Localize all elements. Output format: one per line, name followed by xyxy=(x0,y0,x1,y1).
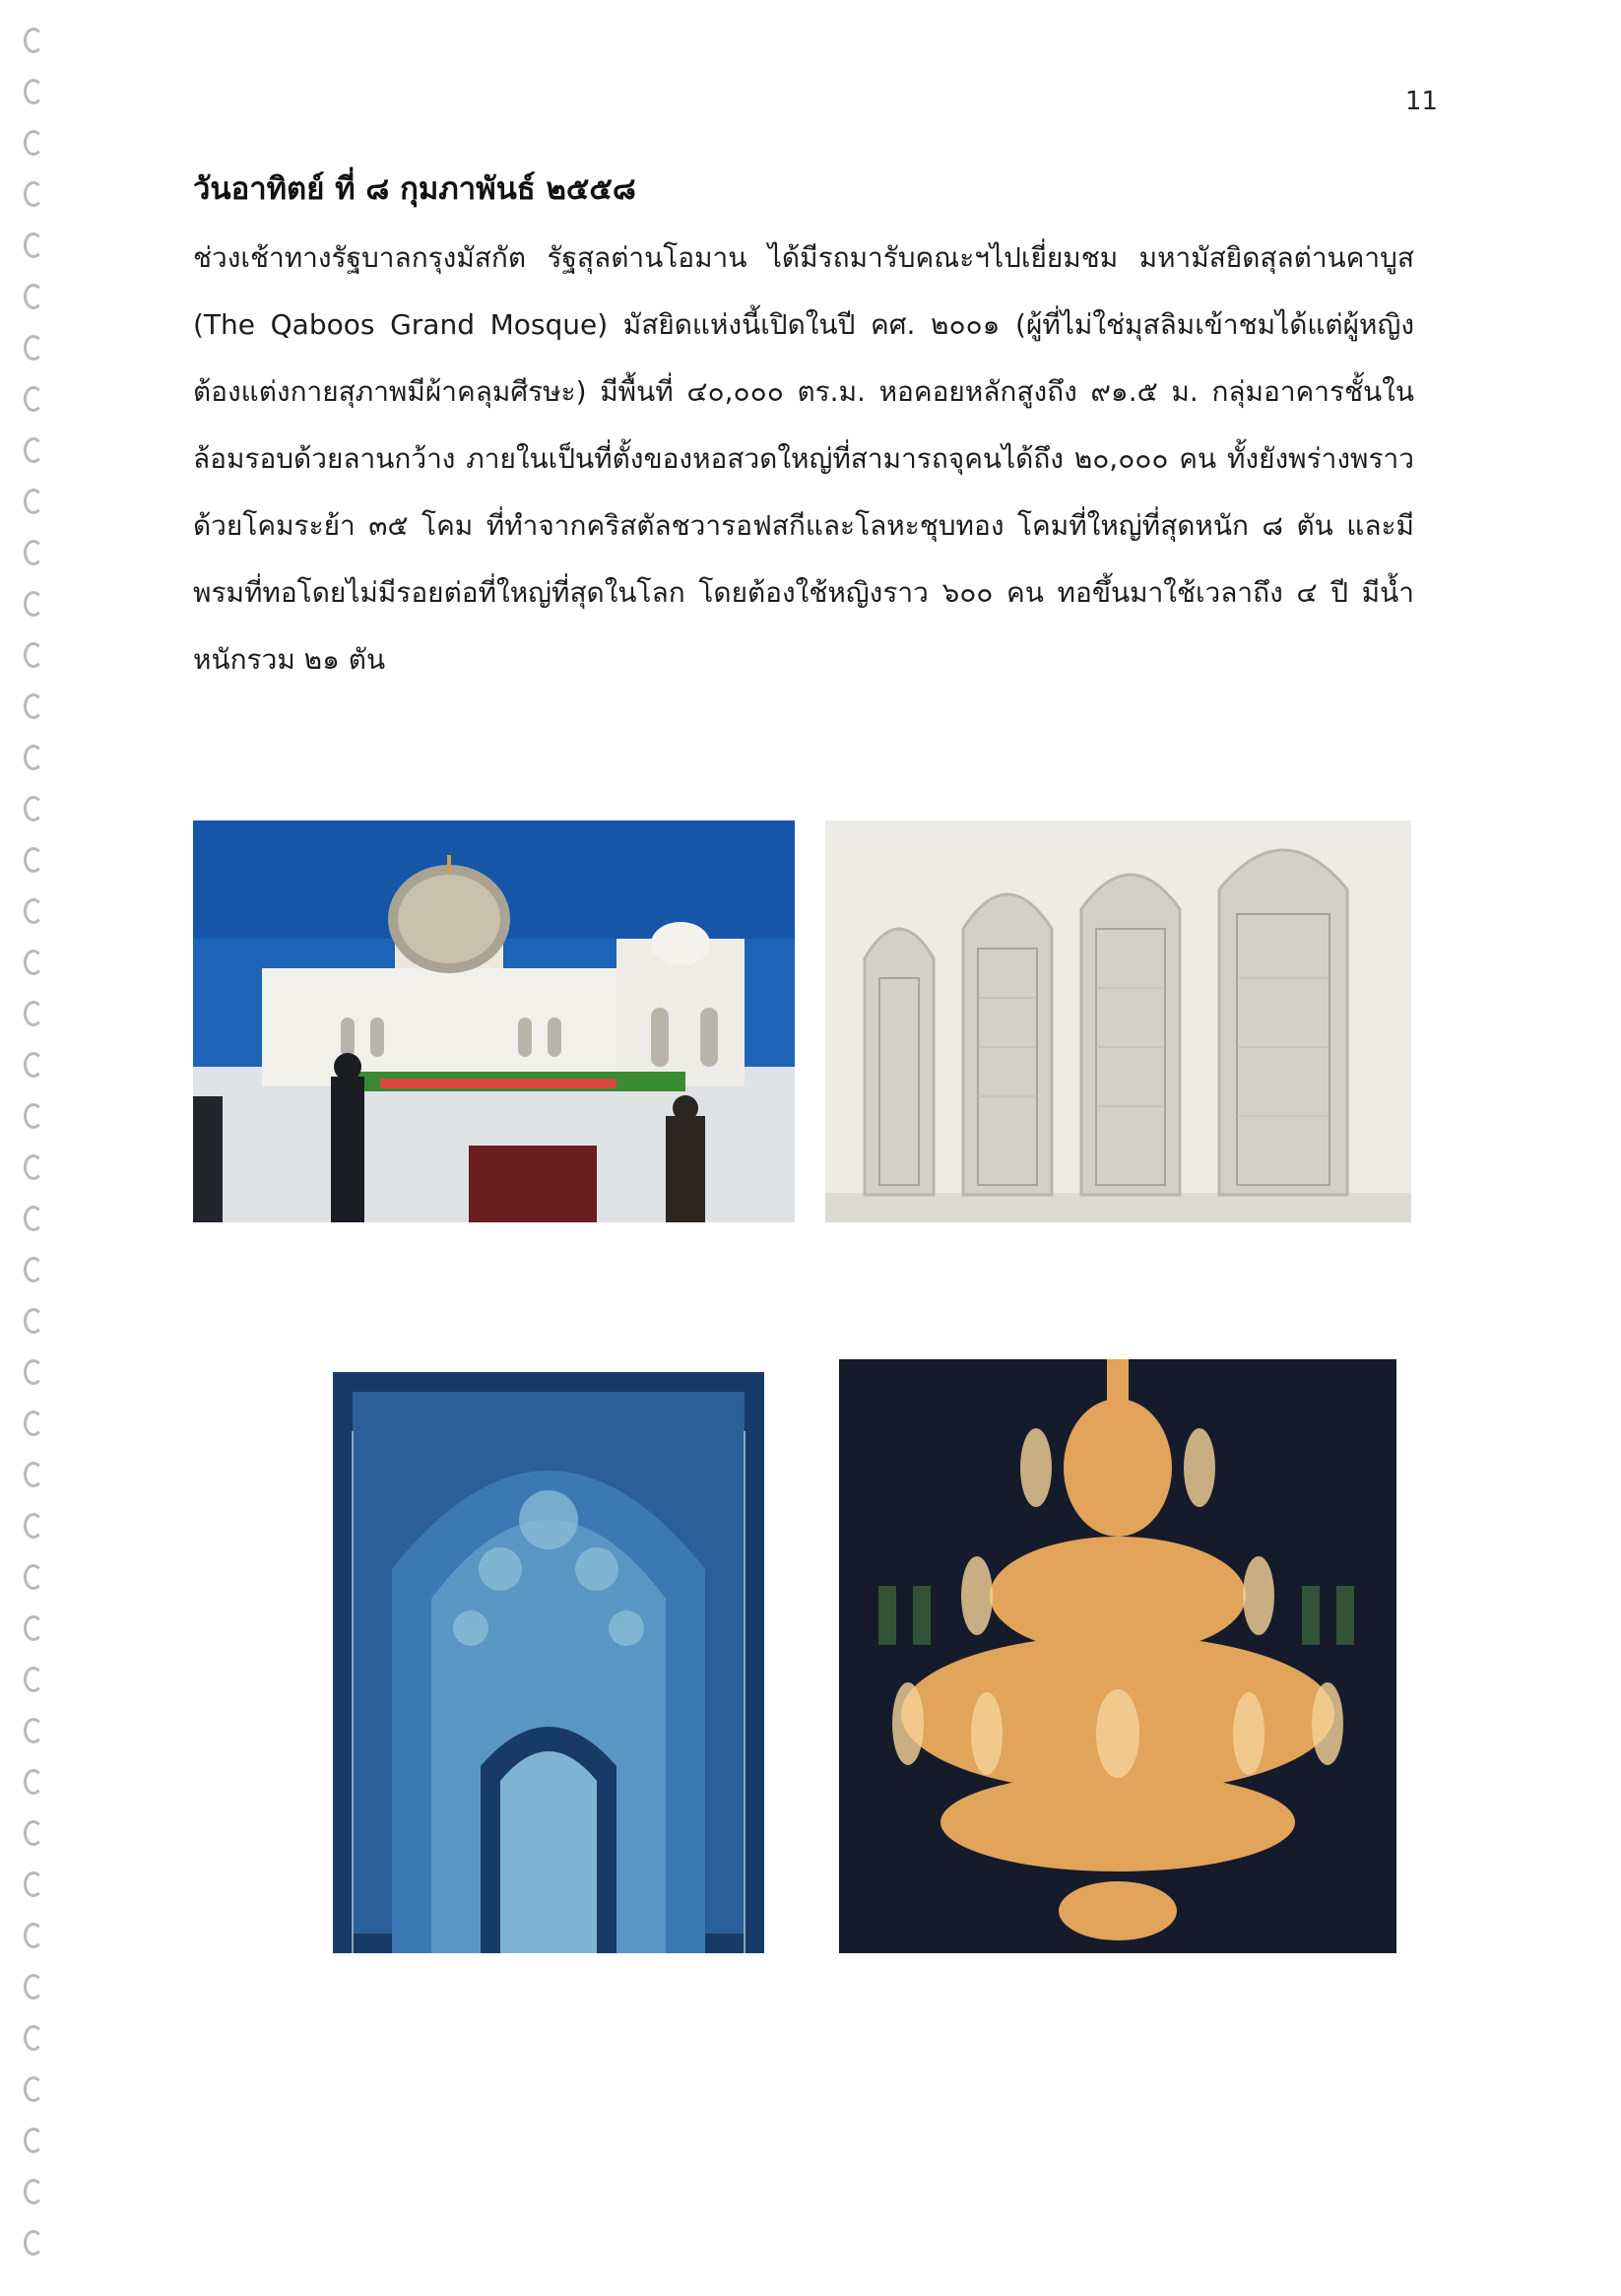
chandelier-photo xyxy=(839,1359,1396,1953)
binding-ring xyxy=(24,79,43,104)
binding-ring xyxy=(24,1359,43,1385)
binding-ring xyxy=(24,745,43,770)
binding-ring xyxy=(24,693,43,719)
binding-ring xyxy=(24,1001,43,1026)
binding-ring xyxy=(24,284,43,309)
binding-ring xyxy=(24,796,43,821)
binding-ring xyxy=(24,847,43,873)
binding-ring xyxy=(24,1462,43,1487)
binding-ring xyxy=(24,28,43,53)
binding-ring xyxy=(24,130,43,156)
binding-ring xyxy=(24,2025,43,2051)
binding-ring xyxy=(24,1410,43,1436)
binding-ring xyxy=(24,540,43,565)
binding-ring xyxy=(24,2179,43,2204)
binding-ring xyxy=(24,1615,43,1641)
binding-ring xyxy=(24,386,43,412)
date-heading: วันอาทิตย์ ที่ ๘ กุมภาพันธ์ ๒๕๕๘ xyxy=(193,171,636,207)
binding-ring xyxy=(24,1257,43,1282)
binding-ring xyxy=(24,591,43,617)
binding-ring xyxy=(24,1667,43,1692)
binding-ring xyxy=(24,489,43,514)
binding-ring xyxy=(24,1513,43,1539)
binding-ring xyxy=(24,1718,43,1743)
spiral-binding xyxy=(0,0,69,2296)
mosaic-mihrab-photo xyxy=(333,1372,764,1953)
binding-ring xyxy=(24,1308,43,1334)
binding-ring xyxy=(24,1769,43,1795)
binding-ring xyxy=(24,2128,43,2153)
binding-ring xyxy=(24,232,43,258)
binding-ring xyxy=(24,1974,43,2000)
binding-ring xyxy=(24,1564,43,1590)
binding-ring xyxy=(24,898,43,924)
binding-ring xyxy=(24,437,43,463)
binding-ring xyxy=(24,1052,43,1078)
binding-ring xyxy=(24,1820,43,1846)
binding-ring xyxy=(24,950,43,975)
binding-ring xyxy=(24,2076,43,2102)
binding-ring xyxy=(24,1871,43,1897)
mosque-exterior-photo xyxy=(193,820,795,1222)
binding-ring xyxy=(24,335,43,361)
binding-ring xyxy=(24,181,43,207)
binding-ring xyxy=(24,642,43,668)
page-number: 11 xyxy=(1404,87,1438,116)
binding-ring xyxy=(24,1154,43,1180)
body-paragraph: ช่วงเช้าทางรัฐบาลกรุงมัสกัต รัฐสุลต่านโอมาน ได้มีรถมารับคณะฯไปเยี่ยมชม มหามัสยิดสุลต่านคาบูส (The Qaboos Grand Mosque) มัสยิดแห่งนี้เปิดในปี คศ. ๒๐๐๑ (ผู้ที่ไม่ใช่มุสลิมเข้าชมได้แต่ผู้หญิงต้องแต่งกายสุภาพมีผ้าคลุมศีรษะ) มีพื้นที่ ๔๐,๐๐๐ ตร.ม. หอคอยหลักสูงถึง ๙๑.๕ ม. กลุ่มอาคารชั้นในล้อมรอบด้วยลานกว้าง ภายในเป็นที่ตั้งของหอสวดใหญ่ที่สามารถจุคนได้ถึง ๒๐,๐๐๐ คน ทั้งยังพร่างพราวด้วยโคมระย้า ๓๕ โคม ที่ทำจากคริสตัลชวารอฟสกีและโลหะชุบทอง โคมที่ใหญ่ที่สุดหนัก ๘ ตัน และมีพรมที่ทอโดยไม่มีรอยต่อที่ใหญ่ที่สุดในโลก โดยต้องใช้หญิงราว ๖๐๐ คน ทอขึ้นมาใช้เวลาถึง ๔ ปี มีน้ำหนักรวม ๒๑ ตัน xyxy=(193,241,1414,676)
binding-ring xyxy=(24,2230,43,2256)
binding-ring xyxy=(24,1923,43,1948)
binding-ring xyxy=(24,1206,43,1231)
mosque-windows-photo xyxy=(825,820,1411,1222)
binding-ring xyxy=(24,1103,43,1129)
